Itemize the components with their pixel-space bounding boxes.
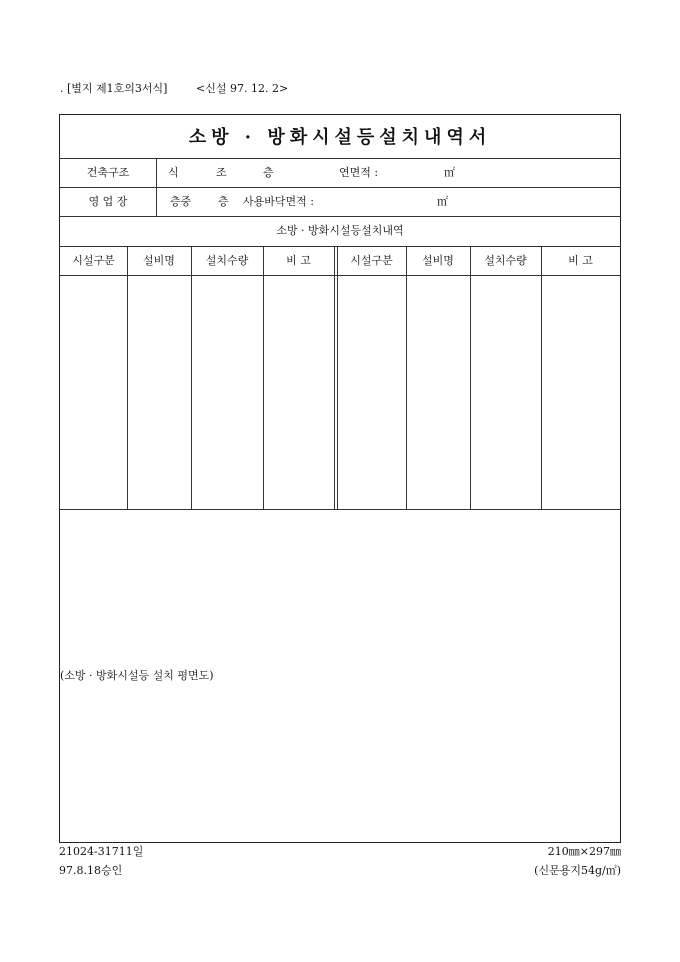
building-floor-label: 층 <box>263 166 274 179</box>
business-floor-label: 층중 <box>170 195 192 208</box>
row-divider <box>60 187 620 188</box>
row-divider <box>60 509 620 510</box>
form-number: . [별지 제1호의3서식] <box>60 82 168 95</box>
column-divider <box>334 246 335 509</box>
paper-size: 210㎜×297㎜ <box>547 845 621 858</box>
column-divider <box>406 246 407 509</box>
row-divider <box>60 275 620 276</box>
building-structure-value[interactable]: 식 <box>168 166 179 179</box>
row-divider <box>60 246 620 247</box>
column-header: 비 고 <box>568 254 593 267</box>
total-area-label: 연면적 : <box>339 166 379 179</box>
approval-date: 97.8.18승인 <box>59 864 123 877</box>
row-divider <box>60 216 620 217</box>
column-header: 시설구분 <box>72 254 115 267</box>
column-header: 설치수량 <box>205 254 249 267</box>
column-header: 설비명 <box>143 254 175 267</box>
column-header: 비 고 <box>286 254 311 267</box>
column-divider <box>470 246 471 509</box>
column-header: 시설구분 <box>350 254 393 267</box>
building-structure-label: 건축구조 <box>86 166 130 179</box>
paper-type: (신문용지54g/㎡) <box>534 864 621 877</box>
column-header: 설치수량 <box>484 254 527 267</box>
floor-plan-label: (소방 · 방화시설등 설치 평면도) <box>60 669 214 682</box>
total-area-unit: ㎡ <box>444 166 455 179</box>
row-divider <box>60 158 620 159</box>
column-divider <box>541 246 542 509</box>
column-divider <box>127 246 128 509</box>
column-header: 설비명 <box>422 254 454 267</box>
building-structure-sub-label: 조 <box>216 166 227 179</box>
business-floor-unit: 층 <box>218 195 229 208</box>
column-divider <box>191 246 192 509</box>
floor-area-unit: ㎡ <box>437 195 448 208</box>
form-title: 소방 · 방화시설등설치내역서 <box>188 127 492 148</box>
cell-divider <box>156 158 157 216</box>
column-divider <box>337 246 338 509</box>
section-title: 소방 · 방화시설등설치내역 <box>276 224 404 237</box>
form-table <box>59 114 621 843</box>
floor-area-label: 사용바닥면적 : <box>243 195 314 208</box>
business-place-label: 영 업 장 <box>88 195 128 208</box>
revision-note: <신설 97. 12. 2> <box>196 82 289 95</box>
column-divider <box>263 246 264 509</box>
form-code: 21024-31711일 <box>59 845 144 858</box>
